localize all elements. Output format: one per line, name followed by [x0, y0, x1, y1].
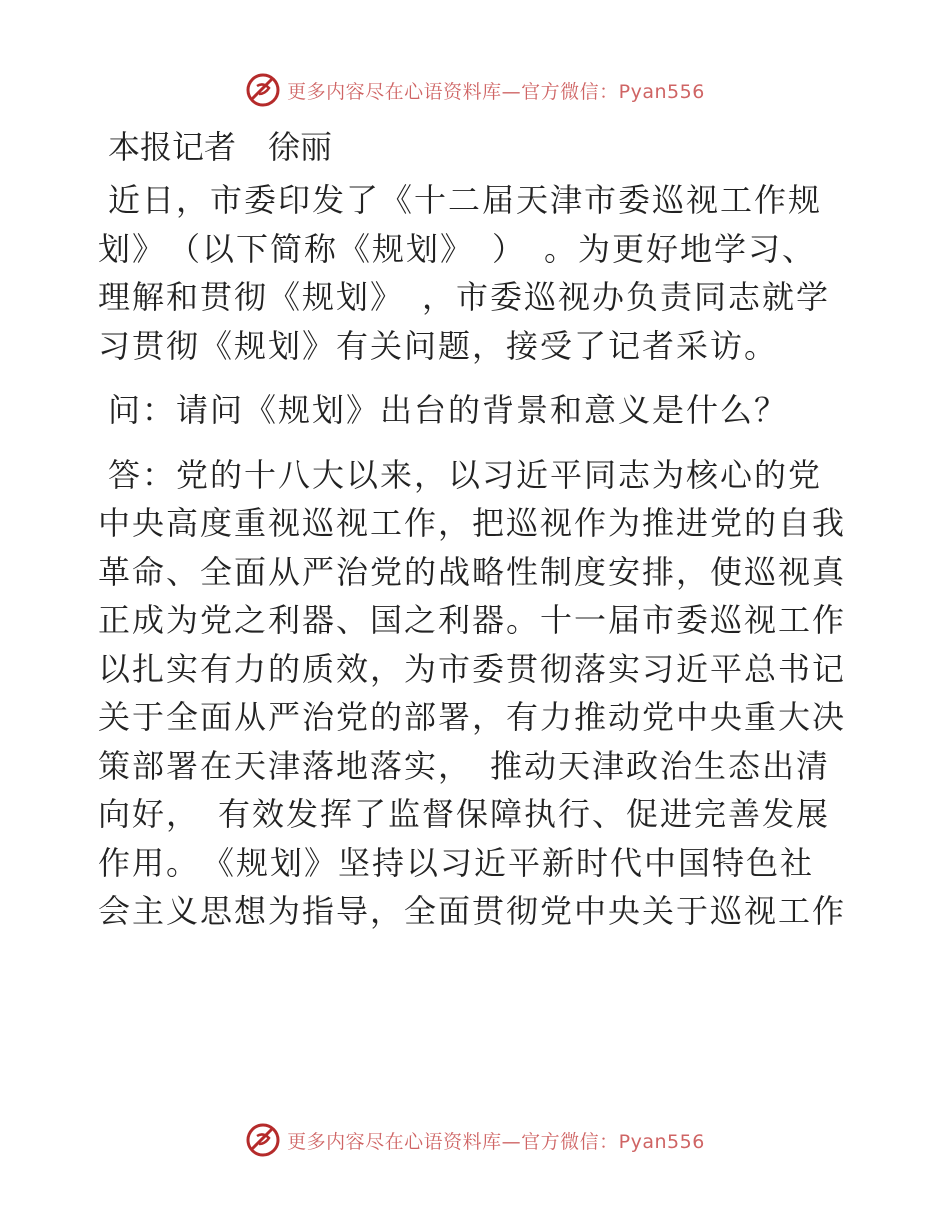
- brand-logo-icon: [245, 72, 281, 108]
- article-body: [98, 122, 858, 952]
- paragraph-question: 问：请问《规划》出台的背景和意义是什么？: [108, 391, 789, 429]
- paragraph-intro: 近日，市委印发了《十二届天津市委巡视工作规 划》 （以下简称《规划》 ） 。为更好地学习、 理解和贯彻《规划》 ，市委巡视办负责同志就学 习贯彻《规划》有关问题，接受了记者采访。: [98, 181, 831, 365]
- paragraph-answer: 答：党的十八大以来，以习近平同志为核心的党 中央高度重视巡视工作，把巡视作为推进党的自我 革命、全面从严治党的战略性制度安排，使巡视真 正成为党之利器、国之利器。十一届市委巡视工作 以扎实有力的质效，为市委贯彻落实习近平总书记 关于全面从严治党的部署，有力推动党中央重大决 策部署在天津落地落实， 推动天津政治生态出清 向好， 有效发挥了监督保障执行、促进完善发展 作用。 《规划》坚持以习近平新时代中国特色社 会主义思想为指导，全面贯彻党中央关于巡视工作: [98, 455, 847, 930]
- byline: 本报记者 徐丽: [108, 128, 333, 166]
- header-banner: [0, 70, 950, 110]
- banner-text: 更多内容尽在心语资料库—官方微信：Pyan556: [287, 80, 705, 103]
- banner-text: 更多内容尽在心语资料库—官方微信：Pyan556: [287, 1130, 705, 1153]
- brand-logo-icon: [245, 1122, 281, 1158]
- footer-banner: [0, 1120, 950, 1160]
